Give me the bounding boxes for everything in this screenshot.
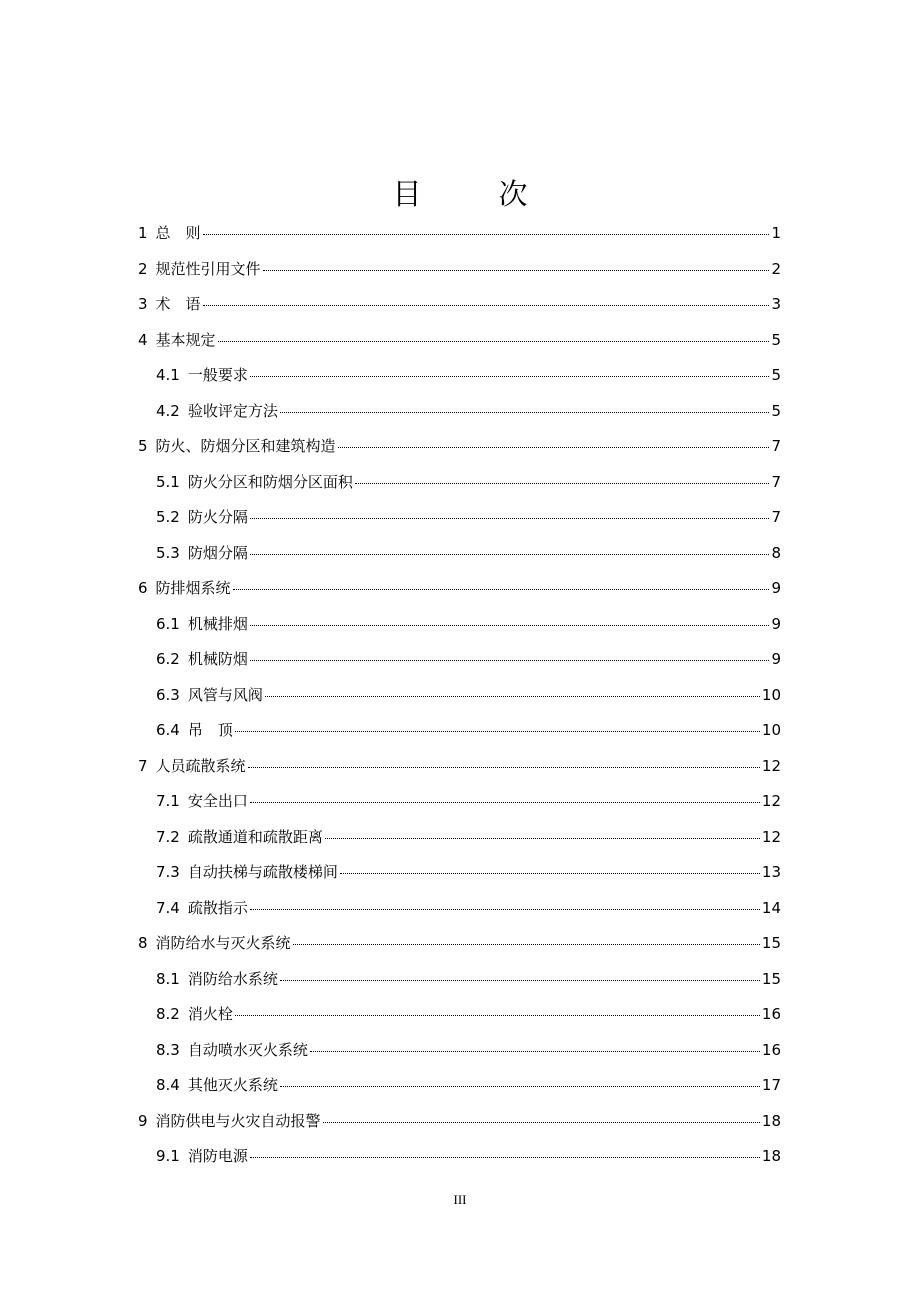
toc-dot-leader: [203, 233, 770, 235]
toc-dot-leader: [325, 837, 760, 839]
toc-dot-leader: [218, 340, 770, 342]
toc-entry[interactable]: [138, 678, 781, 714]
toc-dot-leader: [250, 1156, 760, 1158]
toc-entry[interactable]: [138, 500, 781, 536]
toc-entry-page: 5: [771, 366, 781, 384]
toc-dot-leader: [338, 446, 770, 448]
toc-dot-leader: [235, 730, 760, 732]
toc-entry[interactable]: [138, 855, 781, 891]
toc-dot-leader: [263, 269, 770, 271]
toc-entry-number: 4.1: [156, 366, 180, 384]
toc-entry[interactable]: [138, 926, 781, 962]
toc-entry-title: 验收评定方法: [187, 401, 278, 420]
toc-entry-title: 防烟分隔: [187, 543, 248, 562]
toc-dot-leader: [248, 766, 760, 768]
toc-entry-page: 10: [761, 685, 781, 704]
toc-entry-number: 6.1: [156, 614, 180, 633]
toc-entry-number: 4.2: [156, 401, 180, 420]
toc-entry-number: 8.4: [156, 1076, 180, 1094]
toc-entry-page: 7: [771, 472, 781, 491]
toc-entry-title: 术 语: [155, 295, 201, 313]
toc-entry-number: 7.1: [156, 792, 180, 810]
toc-entry-page: 10: [761, 721, 781, 739]
toc-dot-leader: [355, 482, 770, 484]
toc-entry-number: 9.1: [156, 1147, 180, 1165]
toc-entry-page: 2: [771, 259, 781, 278]
toc-entry-title: 消防电源: [187, 1147, 248, 1165]
toc-dot-leader: [250, 553, 770, 555]
toc-entry-title: 机械防烟: [187, 650, 248, 668]
toc-entry[interactable]: [138, 607, 781, 643]
toc-entry[interactable]: [138, 252, 781, 288]
toc-dot-leader: [250, 801, 760, 803]
toc-entry-number: 3: [138, 295, 148, 313]
toc-entry-page: 17: [761, 1076, 781, 1094]
toc-entry-title: 疏散通道和疏散距离: [187, 827, 323, 846]
toc-entry-page: 7: [771, 437, 781, 455]
toc-entry-number: 8.1: [156, 969, 180, 988]
toc-dot-leader: [250, 375, 770, 377]
toc-entry-title: 消防给水系统: [187, 969, 278, 988]
toc-entry-title: 风管与风阀: [187, 685, 263, 704]
toc-entry[interactable]: [138, 713, 781, 749]
toc-entry-number: 8: [138, 934, 148, 952]
toc-entry-title: 总 则: [155, 224, 201, 242]
toc-entry-title: 其他灭火系统: [187, 1076, 278, 1094]
toc-entry-title: 一般要求: [187, 366, 248, 384]
toc-entry-page: 1: [771, 224, 781, 242]
toc-dot-leader: [280, 411, 770, 413]
toc-dot-leader: [250, 624, 770, 626]
toc-entry-number: 8.3: [156, 1040, 180, 1059]
toc-entry-number: 6.4: [156, 721, 180, 739]
toc-entry[interactable]: [138, 571, 781, 607]
toc-entry[interactable]: [138, 820, 781, 856]
toc-entry-page: 13: [761, 863, 781, 881]
toc-entry[interactable]: [138, 891, 781, 927]
toc-entry-title: 疏散指示: [187, 898, 248, 917]
toc-entry-number: 4: [138, 330, 148, 349]
toc-entry-title: 防火、防烟分区和建筑构造: [155, 437, 336, 455]
toc-entry-page: 9: [771, 614, 781, 633]
toc-entry[interactable]: [138, 358, 781, 394]
toc-entry-number: 8.2: [156, 1005, 180, 1023]
toc-entry-page: 15: [761, 969, 781, 988]
toc-entry-page: 12: [761, 756, 781, 775]
toc-entry-number: 5.2: [156, 508, 180, 526]
toc-entry-number: 6.2: [156, 650, 180, 668]
toc-entry-number: 5: [138, 437, 148, 455]
toc-entry-title: 消防供电与火灾自动报警: [155, 1111, 321, 1130]
toc-dot-leader: [293, 943, 760, 945]
toc-entry-page: 18: [761, 1147, 781, 1165]
toc-entry-page: 12: [761, 792, 781, 810]
toc-entry-number: 7.3: [156, 863, 180, 881]
toc-entry[interactable]: [138, 536, 781, 572]
toc-dot-leader: [280, 979, 760, 981]
toc-dot-leader: [235, 1014, 760, 1016]
toc-entry[interactable]: [138, 465, 781, 501]
toc-entry-title: 机械排烟: [187, 614, 248, 633]
toc-entry[interactable]: [138, 784, 781, 820]
toc-entry-page: 8: [771, 543, 781, 562]
toc-dot-leader: [265, 695, 760, 697]
toc-entry-page: 5: [771, 401, 781, 420]
toc-entry[interactable]: [138, 216, 781, 252]
toc-entry-title: 消防给水与灭火系统: [155, 934, 291, 952]
toc-entry-title: 人员疏散系统: [155, 756, 246, 775]
toc-entry-number: 6.3: [156, 685, 180, 704]
toc-entry-page: 7: [771, 508, 781, 526]
toc-dot-leader: [340, 872, 760, 874]
toc-entry-page: 15: [761, 934, 781, 952]
toc-entry-page: 9: [771, 579, 781, 597]
toc-entry-title: 吊 顶: [187, 721, 233, 739]
toc-entry[interactable]: [138, 749, 781, 785]
toc-entry-title: 安全出口: [187, 792, 248, 810]
toc-entry[interactable]: [138, 1068, 781, 1104]
toc-entry-number: 7: [138, 756, 148, 775]
toc-entry-number: 6: [138, 579, 148, 597]
toc-dot-leader: [250, 659, 770, 661]
toc-entry-page: 5: [771, 330, 781, 349]
toc-entry[interactable]: [138, 323, 781, 359]
toc-dot-leader: [323, 1121, 760, 1123]
page-title: 目 次: [392, 177, 552, 211]
toc-entry[interactable]: [138, 642, 781, 678]
toc-entry-page: 16: [761, 1040, 781, 1059]
page-number: III: [453, 1192, 467, 1207]
toc-entry-title: 防火分隔: [187, 508, 248, 526]
toc-entry[interactable]: [138, 962, 781, 998]
toc-entry[interactable]: [138, 394, 781, 430]
toc-entry-title: 基本规定: [155, 330, 216, 349]
toc-entry[interactable]: [138, 1104, 781, 1140]
toc-entry[interactable]: [138, 997, 781, 1033]
toc-entry-page: 16: [761, 1005, 781, 1023]
toc-dot-leader: [310, 1050, 760, 1052]
toc-dot-leader: [280, 1085, 760, 1087]
toc-entry-page: 12: [761, 827, 781, 846]
toc-entry-title: 防火分区和防烟分区面积: [187, 472, 353, 491]
toc-entry-number: 7.2: [156, 827, 180, 846]
toc-entry-number: 2: [138, 259, 148, 278]
toc-entry-page: 14: [761, 898, 781, 917]
toc-entry-number: 7.4: [156, 898, 180, 917]
toc-entry-title: 规范性引用文件: [155, 259, 261, 278]
toc-entry-number: 5.1: [156, 472, 180, 491]
table-of-contents: [138, 216, 781, 1175]
toc-entry[interactable]: [138, 287, 781, 323]
toc-entry-page: 18: [761, 1111, 781, 1130]
toc-dot-leader: [233, 588, 770, 590]
toc-entry-number: 9: [138, 1111, 148, 1130]
toc-dot-leader: [250, 517, 770, 519]
toc-entry-page: 9: [771, 650, 781, 668]
toc-entry-title: 自动扶梯与疏散楼梯间: [187, 863, 338, 881]
toc-entry-title: 自动喷水灭火系统: [187, 1040, 308, 1059]
toc-entry[interactable]: [138, 1033, 781, 1069]
toc-dot-leader: [250, 908, 760, 910]
toc-entry-title: 消火栓: [187, 1005, 233, 1023]
toc-dot-leader: [203, 304, 770, 306]
toc-entry-page: 3: [771, 295, 781, 313]
toc-entry-title: 防排烟系统: [155, 579, 231, 597]
toc-entry[interactable]: [138, 1139, 781, 1175]
toc-entry-number: 5.3: [156, 543, 180, 562]
toc-entry-number: 1: [138, 224, 148, 242]
toc-entry[interactable]: [138, 429, 781, 465]
